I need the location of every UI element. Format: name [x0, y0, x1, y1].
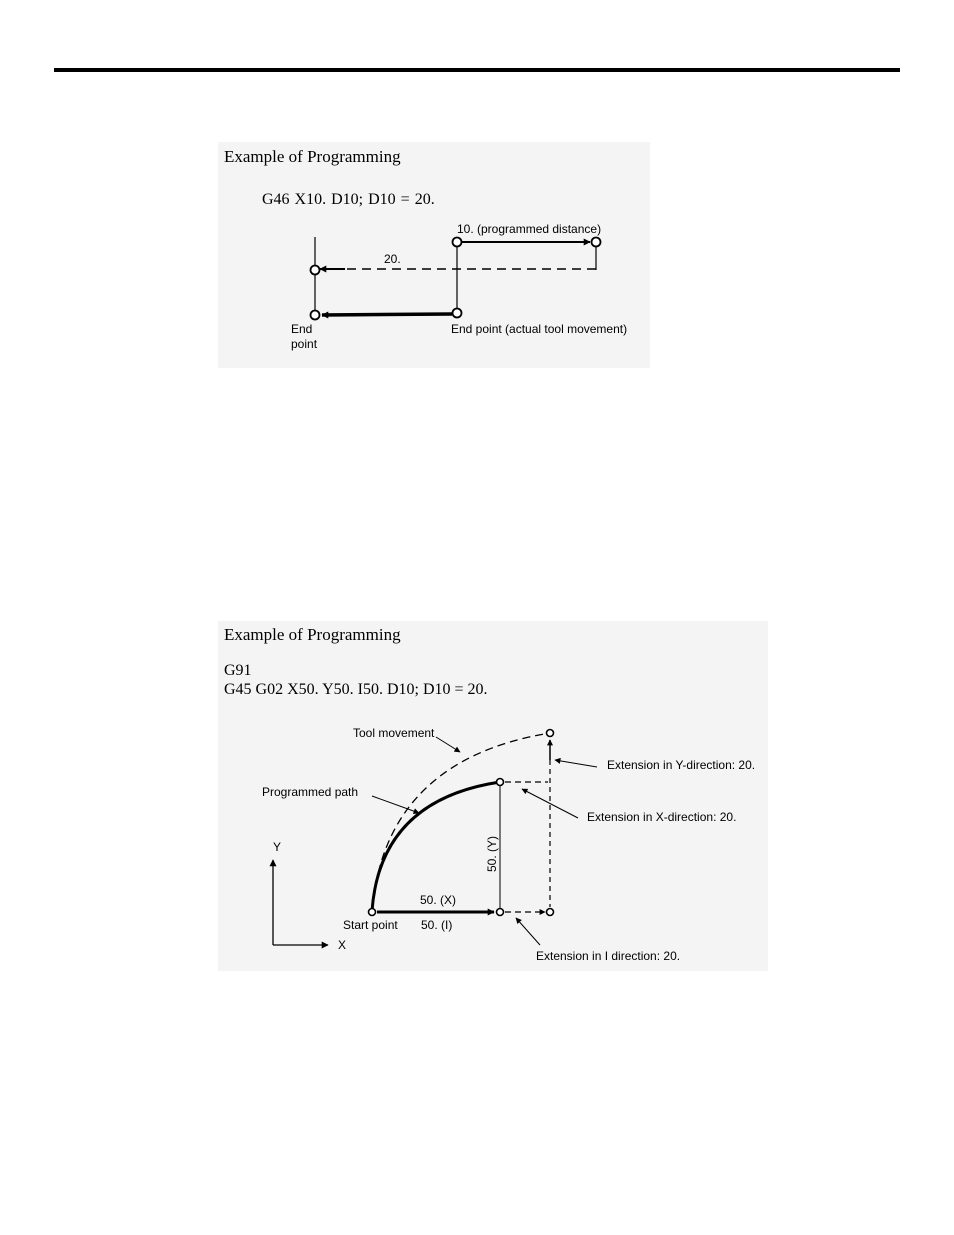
example2-title: Example of Programming	[224, 625, 401, 644]
extension-i-leader	[516, 918, 540, 945]
programmed-end-marker	[592, 238, 601, 247]
tool-movement-arc	[372, 733, 550, 911]
tool-end-marker	[547, 730, 554, 737]
end-point-actual-label: End point (actual tool movement)	[451, 322, 628, 336]
offset-end-marker	[311, 266, 320, 275]
i-extension-marker	[547, 909, 554, 916]
y-axis-label: Y	[273, 840, 282, 854]
i-dimension-label: 50. (I)	[421, 918, 453, 932]
tool-movement-label: Tool movement	[353, 726, 435, 740]
x-axis-label: X	[338, 938, 347, 952]
x-dimension-label: 50. (X)	[420, 893, 457, 907]
example2-code-line1: G91	[224, 662, 252, 679]
extension-y-label: Extension in Y-direction: 20.	[607, 758, 756, 772]
y-dimension-label: 50. (Y)	[485, 835, 499, 872]
end-point-label-line1: End	[291, 322, 313, 336]
tool-movement-leader	[436, 737, 460, 752]
programmed-path-label: Programmed path	[262, 785, 359, 799]
offset-value-label: 20.	[384, 252, 401, 266]
example2-code-line2: G45 G02 X50. Y50. I50. D10; D10 = 20.	[224, 681, 488, 698]
start-point-label: Start point	[343, 918, 398, 932]
start-point-marker	[453, 238, 462, 247]
programmed-distance-label: 10. (programmed distance)	[457, 222, 602, 236]
actual-start-marker	[453, 309, 462, 318]
actual-end-marker	[311, 311, 320, 320]
extension-x-leader	[522, 789, 578, 818]
i-end-marker	[497, 909, 504, 916]
extension-x-label: Extension in X-direction: 20.	[587, 810, 737, 824]
actual-movement-arrow	[322, 314, 452, 315]
example1-title: Example of Programming	[224, 147, 401, 166]
extension-i-label: Extension in I direction: 20.	[536, 949, 681, 963]
g46-offset-diagram	[0, 0, 954, 420]
end-point-label-line2: point	[291, 337, 318, 351]
example1-code: G46 X10. D10; D10 = 20.	[262, 191, 435, 208]
programmed-path-leader	[372, 796, 419, 813]
extension-y-leader	[555, 760, 597, 767]
start-point-marker	[369, 909, 376, 916]
programmed-end-marker	[497, 779, 504, 786]
g45-arc-extension-diagram	[0, 700, 954, 990]
programmed-path-arc	[372, 782, 500, 911]
